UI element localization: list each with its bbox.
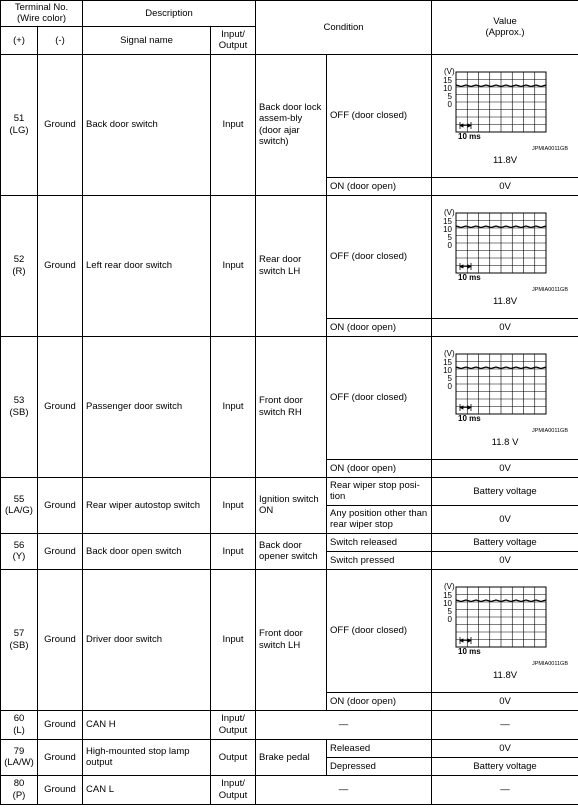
waveform-unit: (V) [444, 66, 455, 76]
signal-name: CAN L [83, 775, 211, 804]
signal-name: High-mounted stop lamp output [83, 739, 211, 775]
waveform-tick: 0 [447, 240, 453, 250]
time-division-marker [460, 122, 471, 129]
plus-header: (+) [1, 26, 38, 54]
signal-name: Back door open switch [83, 533, 211, 569]
time-division-marker [460, 404, 471, 411]
signal-name: Driver door switch [83, 569, 211, 710]
condition-state: Any position other than rear wiper stop [327, 505, 432, 533]
table-row [1, 775, 578, 804]
terminal-plus: 79 (LA/W) [1, 739, 38, 775]
terminal-plus: 51 (LG) [1, 54, 38, 195]
condition-state: OFF (door closed) [327, 336, 432, 459]
terminal-minus: Ground [38, 739, 83, 775]
value-cell [432, 569, 578, 692]
terminal-minus: Ground [38, 477, 83, 533]
terminal-minus: Ground [38, 775, 83, 804]
terminal-plus: 55 (LA/G) [1, 477, 38, 533]
waveform-grid [456, 587, 546, 647]
condition-state: Released [327, 739, 432, 757]
waveform-tick: 5 [447, 232, 453, 242]
value-text: 11.8V [492, 669, 518, 681]
terminal-plus: 60 (L) [1, 710, 38, 739]
input-output: Input [211, 477, 256, 533]
waveform-code: JPMIA0011GB [532, 427, 569, 434]
condition-group: Ignition switch ON [256, 477, 327, 533]
table-row [1, 739, 578, 757]
value-text: 11.8V [492, 295, 518, 307]
waveform-grid [456, 213, 546, 273]
waveform-tick: 10 [443, 598, 453, 608]
waveform-tick: 0 [447, 381, 453, 391]
waveform-code: JPMIA0011GB [532, 286, 569, 293]
waveform-grid [456, 72, 546, 132]
waveform-graph [440, 581, 570, 669]
waveform-tick: 15 [443, 590, 453, 600]
condition-state: — [256, 710, 432, 739]
terminal-plus: 80 (P) [1, 775, 38, 804]
terminal-plus: 52 (R) [1, 195, 38, 336]
value-cell [432, 195, 578, 318]
description-header: Description [83, 1, 256, 27]
waveform-tick: 10 [443, 224, 453, 234]
input-output-header: Input/ Output [211, 26, 256, 54]
waveform-graph [440, 348, 570, 436]
value-text: 11.8V [492, 154, 518, 166]
condition-group: Back door lock assem-bly (door ajar switch) [256, 54, 327, 195]
signal-name: Back door switch [83, 54, 211, 195]
signal-name: Rear wiper autostop switch [83, 477, 211, 533]
value-text: 11.8 V [491, 436, 519, 448]
time-division-marker [460, 637, 471, 644]
value-cell [432, 54, 578, 177]
condition-state: ON (door open) [327, 177, 432, 195]
waveform-code: JPMIA0011GB [532, 660, 569, 667]
value-header: Value (Approx.) [432, 1, 578, 55]
waveform-code: JPMIA0011GB [532, 145, 569, 152]
waveform-time-label: 10 ms [458, 646, 481, 656]
condition-state: Rear wiper stop posi-tion [327, 477, 432, 505]
waveform-tick: 15 [443, 216, 453, 226]
input-output: Input [211, 569, 256, 710]
time-division-marker [460, 263, 471, 270]
condition-state: — [256, 775, 432, 804]
waveform-tick: 5 [447, 606, 453, 616]
waveform-graph [440, 66, 570, 154]
condition-group: Front door switch LH [256, 569, 327, 710]
waveform-tick: 0 [447, 99, 453, 109]
waveform-unit: (V) [444, 581, 455, 591]
condition-state: OFF (door closed) [327, 195, 432, 318]
value-cell: 0V [432, 692, 578, 710]
condition-group: Back door opener switch [256, 533, 327, 569]
terminal-plus: 56 (Y) [1, 533, 38, 569]
value-cell: 0V [432, 505, 578, 533]
condition-state: OFF (door closed) [327, 569, 432, 692]
value-cell: Battery voltage [432, 477, 578, 505]
value-cell: 0V [432, 177, 578, 195]
input-output: Input [211, 195, 256, 336]
waveform-tick: 0 [447, 614, 453, 624]
table-row [1, 336, 578, 459]
waveform-tick: 10 [443, 83, 453, 93]
waveform-time-label: 10 ms [458, 413, 481, 423]
signal-name: CAN H [83, 710, 211, 739]
minus-header: (-) [38, 26, 83, 54]
waveform-unit: (V) [444, 348, 455, 358]
input-output: Input/ Output [211, 710, 256, 739]
terminal-minus: Ground [38, 195, 83, 336]
input-output: Input/ Output [211, 775, 256, 804]
terminal-minus: Ground [38, 54, 83, 195]
terminal-plus: 53 (SB) [1, 336, 38, 477]
table-row [1, 569, 578, 692]
terminal-no-header: Terminal No. (Wire color) [1, 1, 83, 27]
value-cell: 0V [432, 318, 578, 336]
value-cell: 0V [432, 739, 578, 757]
waveform-time-label: 10 ms [458, 131, 481, 141]
condition-group: Rear door switch LH [256, 195, 327, 336]
terminal-minus: Ground [38, 710, 83, 739]
signal-name-header: Signal name [83, 26, 211, 54]
value-cell: — [432, 710, 578, 739]
condition-group: Front door switch RH [256, 336, 327, 477]
table-body [1, 54, 578, 804]
value-cell: 0V [432, 459, 578, 477]
table-row [1, 195, 578, 318]
signal-name: Left rear door switch [83, 195, 211, 336]
terminal-minus: Ground [38, 533, 83, 569]
condition-state: Depressed [327, 757, 432, 775]
value-cell: Battery voltage [432, 533, 578, 551]
waveform-graph [440, 207, 570, 295]
waveform-tick: 15 [443, 357, 453, 367]
waveform-tick: 5 [447, 91, 453, 101]
input-output: Output [211, 739, 256, 775]
table-row [1, 710, 578, 739]
table-row [1, 533, 578, 551]
waveform-tick: 10 [443, 365, 453, 375]
condition-state: ON (door open) [327, 692, 432, 710]
condition-state: Switch released [327, 533, 432, 551]
value-cell [432, 336, 578, 459]
input-output: Input [211, 533, 256, 569]
input-output: Input [211, 54, 256, 195]
terminal-minus: Ground [38, 569, 83, 710]
table-row [1, 477, 578, 505]
condition-state: ON (door open) [327, 318, 432, 336]
waveform-grid [456, 354, 546, 414]
waveform-unit: (V) [444, 207, 455, 217]
value-cell: 0V [432, 551, 578, 569]
signal-name: Passenger door switch [83, 336, 211, 477]
value-cell: Battery voltage [432, 757, 578, 775]
input-output: Input [211, 336, 256, 477]
condition-state: ON (door open) [327, 459, 432, 477]
waveform-tick: 5 [447, 373, 453, 383]
waveform-tick: 15 [443, 75, 453, 85]
condition-group: Brake pedal [256, 739, 327, 775]
terminal-plus: 57 (SB) [1, 569, 38, 710]
value-cell: — [432, 775, 578, 804]
condition-header: Condition [256, 1, 432, 55]
waveform-time-label: 10 ms [458, 272, 481, 282]
terminal-minus: Ground [38, 336, 83, 477]
condition-state: OFF (door closed) [327, 54, 432, 177]
table-row [1, 54, 578, 177]
condition-state: Switch pressed [327, 551, 432, 569]
